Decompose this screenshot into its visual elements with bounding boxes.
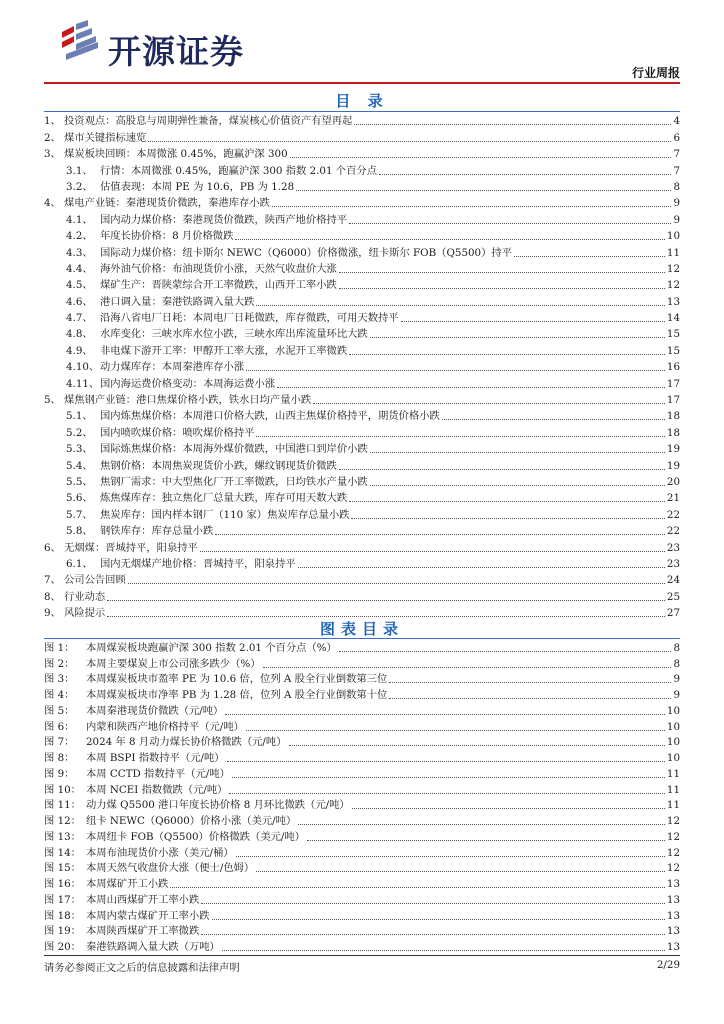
figure-entry-page: 12 xyxy=(666,815,680,827)
figure-entry-number: 图 8： xyxy=(44,752,75,764)
figure-entry-page: 13 xyxy=(666,909,680,922)
toc-entry-page: 15 xyxy=(666,344,680,357)
toc-entry-page: 9 xyxy=(673,197,680,210)
toc-entry-number: 4.6、 xyxy=(66,295,93,308)
figure-dot-leader xyxy=(246,730,665,731)
header-divider xyxy=(44,82,680,84)
toc-dot-leader xyxy=(313,403,665,404)
footer-disclaimer: 请务必参阅正文之后的信息披露和法律声明 xyxy=(44,962,240,974)
toc-entry-text: 国内海运费价格变动：本周海运费小涨 xyxy=(100,377,276,390)
toc-entry-page: 10 xyxy=(666,230,680,243)
toc-entry-number: 3.1、 xyxy=(66,164,93,177)
figure-entry-number: 图 14： xyxy=(44,846,81,859)
toc-entry[interactable] xyxy=(44,227,680,243)
toc-entry[interactable] xyxy=(44,341,680,357)
figure-entry[interactable] xyxy=(44,734,680,750)
toc-dot-leader xyxy=(298,567,665,568)
toc-entry-page: 15 xyxy=(666,328,680,341)
toc-entry-number: 4.9、 xyxy=(66,344,93,357)
toc-entry[interactable] xyxy=(44,210,680,226)
toc-entry-text: 炼焦煤库存：独立焦化厂总量大跌，库存可用天数大跌 xyxy=(100,492,348,505)
figure-entry[interactable] xyxy=(44,781,680,797)
toc-entry-page: 18 xyxy=(666,410,680,423)
toc-entry-page: 6 xyxy=(673,131,680,144)
toc-entry-text: 估值表现：本周 PE 为 10.6，PB 为 1.28 xyxy=(100,180,295,193)
figure-entry-text: 本周 BSPI 指数持平（元/吨） xyxy=(86,752,225,764)
figure-entry-text: 秦港铁路调入量大跌（万吨） xyxy=(86,941,220,953)
toc-entry-text: 港口调入量：秦港铁路调入量大跌 xyxy=(100,295,255,308)
toc-entry[interactable] xyxy=(44,456,680,472)
toc-entry-page: 23 xyxy=(666,557,680,570)
toc-entry[interactable] xyxy=(44,309,680,325)
figure-entry[interactable] xyxy=(44,938,680,954)
toc-entry-text: 煤市关键指标速览 xyxy=(64,131,147,144)
toc-entry-number: 6、 xyxy=(44,541,61,554)
figure-entry[interactable] xyxy=(44,812,680,828)
figure-dot-leader xyxy=(289,745,665,746)
toc-entry-page: 27 xyxy=(666,607,680,620)
figure-entry-text: 本周布油现货价小涨（美元/桶） xyxy=(86,846,234,859)
toc-entry-text: 国内喷吹煤价格：喷吹煤价格持平 xyxy=(100,426,255,439)
figure-entry-number: 图 3： xyxy=(44,673,75,686)
toc-entry[interactable] xyxy=(44,374,680,390)
toc-dot-leader xyxy=(370,337,665,338)
toc-dot-leader xyxy=(370,452,665,453)
toc-entry-number: 5.7、 xyxy=(66,508,93,521)
figure-entry-number: 图 9： xyxy=(44,767,75,780)
figure-dot-leader xyxy=(236,856,665,857)
toc-entry-page: 24 xyxy=(666,574,680,587)
figure-entry-text: 本周陕西煤矿开工率微跌 xyxy=(86,925,200,938)
toc-dot-leader xyxy=(272,206,672,207)
toc-entry-text: 煤矿生产：晋陕蒙综合开工率微跌，山西开工率小跌 xyxy=(100,279,337,292)
toc-entry-text: 动力煤库存：本周秦港库存小涨 xyxy=(100,361,245,374)
toc-entry[interactable] xyxy=(44,292,680,308)
toc-entry-number: 4.3、 xyxy=(66,246,93,259)
toc-entry[interactable] xyxy=(44,571,680,587)
toc-dot-leader xyxy=(339,288,665,289)
toc-dot-leader xyxy=(290,157,672,158)
toc-entry-text: 国内动力煤价格：秦港现货价微跌，陕西产地价格持平 xyxy=(100,213,348,226)
footer-divider xyxy=(44,955,680,956)
toc-entry-number: 6.1、 xyxy=(66,557,93,570)
toc-entry-page: 4 xyxy=(673,115,680,128)
toc-entry-page: 19 xyxy=(666,459,680,472)
page-number: 2/29 xyxy=(656,959,680,971)
toc-entry[interactable] xyxy=(44,538,680,554)
toc-entry[interactable] xyxy=(44,260,680,276)
figure-entry[interactable] xyxy=(44,923,680,939)
toc-entry-number: 5.5、 xyxy=(66,475,93,488)
figure-entry-text: 本周纽卡 FOB（Q5500）价格微跌（美元/吨） xyxy=(86,830,305,843)
toc-entry[interactable] xyxy=(44,358,680,374)
toc-entry-page: 12 xyxy=(666,279,680,292)
toc-entry-text: 煤电产业链：秦港现货价微跌，秦港库存小跌 xyxy=(64,197,270,210)
figure-entry-page: 8 xyxy=(673,657,680,670)
figure-entry-page: 11 xyxy=(666,799,680,812)
toc-dot-leader xyxy=(107,616,665,617)
figure-dot-leader xyxy=(256,871,665,872)
figure-dot-leader xyxy=(352,808,665,809)
figure-entry-number: 图 18： xyxy=(44,909,81,922)
toc-entry-text: 投资观点：高股息与周期弹性兼备，煤炭核心价值资产有望再起 xyxy=(64,115,353,128)
toc-entry-text: 行业动态 xyxy=(64,590,106,603)
toc-entry[interactable] xyxy=(44,473,680,489)
figure-dot-leader xyxy=(263,667,672,668)
toc-entry[interactable] xyxy=(44,587,680,603)
toc-entry[interactable] xyxy=(44,178,680,194)
toc-entry-number: 4.8、 xyxy=(66,328,93,341)
toc-entry-page: 22 xyxy=(666,508,680,521)
figure-entry-number: 图 6： xyxy=(44,720,75,733)
figure-entry-text: 本周煤矿开工小跌 xyxy=(86,878,169,890)
figure-entry-page: 10 xyxy=(666,720,680,733)
report-type-label: 行业周报 xyxy=(631,66,680,80)
toc-entry-number: 4.1、 xyxy=(66,213,93,226)
toc-entry-number: 5.6、 xyxy=(66,492,93,505)
toc-entry-text: 风险提示 xyxy=(64,607,106,620)
toc-entry-page: 23 xyxy=(666,541,680,554)
figure-entry[interactable] xyxy=(44,891,680,907)
logo-text: 开源证券 xyxy=(108,32,244,71)
figure-dot-leader xyxy=(339,651,672,652)
company-logo xyxy=(58,20,298,70)
toc-entry-page: 12 xyxy=(666,262,680,275)
figure-entry-page: 11 xyxy=(666,767,680,780)
figure-entry-page: 9 xyxy=(673,673,680,686)
toc-dot-leader xyxy=(351,518,664,519)
toc-dot-leader xyxy=(277,387,665,388)
toc-entry[interactable] xyxy=(44,161,680,177)
toc-entry-number: 5.3、 xyxy=(66,443,93,456)
toc-entry-text: 煤炭板块回顾：本周微涨 0.45%，跑赢沪深 300 xyxy=(64,148,288,161)
figure-dot-leader xyxy=(222,950,665,951)
toc-dot-leader xyxy=(349,501,665,502)
toc-entry-number: 4.5、 xyxy=(66,279,93,292)
page-header xyxy=(0,0,724,86)
toc-dot-leader xyxy=(339,469,665,470)
toc-entry-text: 国际动力煤价格：纽卡斯尔 NEWC（Q6000）价格微涨，纽卡斯尔 FOB（Q5500）持平 xyxy=(100,246,512,259)
figure-dot-leader xyxy=(389,682,671,683)
figure-dot-leader xyxy=(232,777,665,778)
toc-entry-page: 20 xyxy=(666,475,680,488)
figure-dot-leader xyxy=(389,698,671,699)
toc-entry[interactable] xyxy=(44,489,680,505)
figure-entry-page: 13 xyxy=(666,878,680,890)
figure-entry-text: 本周主要煤炭上市公司涨多跌少（%） xyxy=(86,657,261,670)
toc-entry-text: 非电煤下游开工率：甲醇开工率大涨，水泥开工率微跌 xyxy=(100,344,348,357)
toc-entry[interactable] xyxy=(44,112,680,128)
toc-entry-text: 焦钢厂需求：中大型焦化厂开工率微跌，日均铁水产量小跌 xyxy=(100,475,368,488)
figure-entry-page: 13 xyxy=(666,925,680,938)
figure-entry-text: 本周内蒙古煤矿开工率小跌 xyxy=(86,909,210,922)
figure-entry-text: 本周煤炭板块市盈率 PE 为 10.6 倍，位列 A 股全行业倒数第三位 xyxy=(86,673,388,686)
toc-entry-page: 9 xyxy=(673,213,680,226)
toc-entry-page: 21 xyxy=(666,492,680,505)
figure-dot-leader xyxy=(307,840,665,841)
toc-entry-page: 7 xyxy=(673,164,680,177)
figure-entry-text: 动力煤 Q5500 港口年度长协价格 8 月环比微跌（元/吨） xyxy=(86,799,350,812)
figure-entry[interactable] xyxy=(44,828,680,844)
toc-dot-leader xyxy=(215,534,665,535)
toc-entry-page: 22 xyxy=(666,525,680,538)
toc-dot-leader xyxy=(442,419,665,420)
toc-entry-page: 16 xyxy=(666,361,680,374)
toc-dot-leader xyxy=(379,174,671,175)
toc-entry-number: 5.8、 xyxy=(66,525,93,538)
figure-entry-text: 本周天然气收盘价大涨（便士/色姆） xyxy=(86,862,255,875)
toc-entry-page: 11 xyxy=(666,246,680,259)
figure-entry[interactable] xyxy=(44,797,680,813)
figure-entry-number: 图 2： xyxy=(44,657,75,670)
toc-entry-number: 4.2、 xyxy=(66,230,93,243)
toc-dot-leader xyxy=(514,256,665,257)
toc-entry-number: 9、 xyxy=(44,607,61,620)
figure-entry-number: 图 11： xyxy=(44,799,81,812)
figure-entry-text: 纽卡 NEWC（Q6000）价格小涨（美元/吨） xyxy=(86,815,297,827)
toc-dot-leader xyxy=(370,485,665,486)
toc-entry-number: 8、 xyxy=(44,590,61,603)
toc-entry-text: 无烟煤：晋城持平，阳泉持平 xyxy=(64,541,198,554)
figure-dot-leader xyxy=(225,714,665,715)
toc-dot-leader xyxy=(107,600,665,601)
figure-dot-leader xyxy=(229,793,664,794)
figure-entry-text: 内蒙和陕西产地价格持平（元/吨） xyxy=(86,720,244,733)
toc-entry-page: 25 xyxy=(666,590,680,603)
toc-entry-text: 钢铁库存：库存总量小跌 xyxy=(100,525,214,538)
toc-dot-leader xyxy=(354,124,671,125)
toc-dot-leader xyxy=(200,551,665,552)
figure-entry[interactable] xyxy=(44,765,680,781)
figures-title: 图表目录 xyxy=(319,620,404,638)
figure-entry-number: 图 16： xyxy=(44,878,81,890)
figure-dot-leader xyxy=(201,903,665,904)
figures-list xyxy=(44,639,680,954)
figure-entry-page: 13 xyxy=(666,893,680,906)
figure-entry-text: 本周煤炭板块跑赢沪深 300 指数 2.01 个百分点（%） xyxy=(86,641,337,654)
figure-entry-page: 11 xyxy=(666,783,680,796)
figure-entry-text: 本周煤炭板块市净率 PB 为 1.28 倍，位列 A 股全行业倒数第十位 xyxy=(86,689,388,701)
toc-entry-text: 国内无烟煤产地价格：晋城持平，阳泉持平 xyxy=(100,557,296,570)
figure-entry-number: 图 4： xyxy=(44,689,75,701)
toc-dot-leader xyxy=(401,321,665,322)
figure-entry-number: 图 17： xyxy=(44,893,81,906)
toc-entry-number: 5.1、 xyxy=(66,410,93,423)
toc-entry[interactable] xyxy=(44,505,680,521)
toc-entry-text: 焦炭库存：国内样本钢厂（110 家）焦炭库存总量小跌 xyxy=(100,508,350,521)
figure-entry[interactable] xyxy=(44,686,680,702)
figure-dot-leader xyxy=(201,934,665,935)
toc-entry-number: 4.7、 xyxy=(66,312,93,325)
toc-entry-number: 1、 xyxy=(44,115,61,128)
toc-entry-text: 焦钢价格：本周焦炭现货价小跌，螺纹钢现货价微跌 xyxy=(100,459,337,472)
figure-entry-text: 2024 年 8 月动力煤长协价格微跌（元/吨） xyxy=(86,736,287,749)
figure-entry-text: 本周秦港现货价微跌（元/吨） xyxy=(86,704,224,717)
figure-entry-page: 8 xyxy=(673,641,680,654)
toc-dot-leader xyxy=(349,354,665,355)
toc-entry-number: 4.11、 xyxy=(66,377,100,390)
toc-entry[interactable] xyxy=(44,325,680,341)
toc-dot-leader xyxy=(148,141,671,142)
toc-entry-number: 5.2、 xyxy=(66,426,93,439)
toc-entry-page: 17 xyxy=(666,377,680,390)
toc-entry-text: 水库变化：三峡水库水位小跌，三峡水库出库流量环比大跌 xyxy=(100,328,368,341)
toc-dot-leader xyxy=(296,190,671,191)
figure-entry-text: 本周 CCTD 指数持平（元/吨） xyxy=(86,767,230,780)
toc-entry-page: 18 xyxy=(666,426,680,439)
toc-entry-number: 4.4、 xyxy=(66,262,93,275)
figure-entry[interactable] xyxy=(44,639,680,655)
toc-dot-leader xyxy=(246,370,665,371)
toc-entry-number: 5.4、 xyxy=(66,459,93,472)
toc-entry-text: 国际炼焦煤价格：本周海外煤价微跌，中国港口到岸价小跌 xyxy=(100,443,368,456)
toc-entry[interactable] xyxy=(44,243,680,259)
toc-entry[interactable] xyxy=(44,440,680,456)
figure-entry[interactable] xyxy=(44,702,680,718)
toc-entry-text: 年度长协价格：8 月价格微跌 xyxy=(100,230,234,243)
figure-entry-page: 12 xyxy=(666,862,680,875)
toc-dot-leader xyxy=(235,239,665,240)
figure-dot-leader xyxy=(170,887,665,888)
figure-entry-number: 图 7： xyxy=(44,736,75,749)
figure-entry-number: 图 1： xyxy=(44,641,75,654)
toc-dot-leader xyxy=(349,223,671,224)
figure-entry-number: 图 13： xyxy=(44,830,81,843)
logo-mark-icon xyxy=(58,20,102,68)
figure-entry-page: 10 xyxy=(666,752,680,764)
figure-entry[interactable] xyxy=(44,844,680,860)
figure-dot-leader xyxy=(212,919,665,920)
toc-entry-page: 17 xyxy=(666,394,680,407)
figure-entry-number: 图 20： xyxy=(44,941,81,953)
toc-entry-number: 4、 xyxy=(44,197,61,210)
figure-entry[interactable] xyxy=(44,860,680,876)
figure-entry-number: 图 15： xyxy=(44,862,81,875)
toc-entry-number: 3.2、 xyxy=(66,180,93,193)
figure-entry[interactable] xyxy=(44,875,680,891)
toc-entry-page: 8 xyxy=(673,180,680,193)
toc-entry-page: 7 xyxy=(673,148,680,161)
toc-entry-text: 公司公告回顾 xyxy=(64,574,126,587)
figure-entry-page: 9 xyxy=(673,689,680,701)
figure-entry[interactable] xyxy=(44,718,680,734)
toc-title: 目 录 xyxy=(335,92,389,110)
figure-entry[interactable] xyxy=(44,655,680,671)
figure-entry-page: 10 xyxy=(666,736,680,749)
toc-dot-leader xyxy=(256,436,664,437)
toc-entry[interactable] xyxy=(44,276,680,292)
figure-dot-leader xyxy=(227,761,665,762)
figure-entry-number: 图 12： xyxy=(44,815,81,827)
toc-entry[interactable] xyxy=(44,423,680,439)
toc-entry[interactable] xyxy=(44,391,680,407)
toc-entry-text: 海外油气价格：布油现货价小涨，天然气收盘价大涨 xyxy=(100,262,337,275)
toc-entry[interactable] xyxy=(44,145,680,161)
toc-list xyxy=(44,112,680,620)
toc-entry-number: 4.10、 xyxy=(66,361,100,374)
figure-entry-number: 图 5： xyxy=(44,704,75,717)
figure-entry[interactable] xyxy=(44,907,680,923)
toc-entry[interactable] xyxy=(44,407,680,423)
toc-entry[interactable] xyxy=(44,128,680,144)
toc-dot-leader xyxy=(339,272,665,273)
figure-entry-number: 图 19： xyxy=(44,925,81,938)
toc-entry-number: 7、 xyxy=(44,574,61,587)
figure-entry-page: 10 xyxy=(666,704,680,717)
figure-dot-leader xyxy=(298,824,665,825)
toc-entry-text: 沿海八省电厂日耗：本周电厂日耗微跌，库存微跌，可用天数持平 xyxy=(100,312,399,325)
toc-entry-page: 19 xyxy=(666,443,680,456)
toc-entry-page: 13 xyxy=(666,295,680,308)
figure-entry[interactable] xyxy=(44,671,680,687)
toc-entry-page: 14 xyxy=(666,312,680,325)
figure-entry-number: 图 10： xyxy=(44,783,81,796)
figure-entry-text: 本周 NCEI 指数微跌（元/吨） xyxy=(86,783,228,796)
toc-entry-number: 2、 xyxy=(44,131,61,144)
figure-entry-text: 本周山西煤矿开工率小跌 xyxy=(86,893,200,906)
toc-entry-text: 煤焦钢产业链：港口焦煤价格小跌，铁水日均产量小跌 xyxy=(64,394,312,407)
toc-entry[interactable] xyxy=(44,522,680,538)
figure-entry-page: 12 xyxy=(666,846,680,859)
toc-dot-leader xyxy=(256,305,664,306)
figure-entry-page: 12 xyxy=(666,830,680,843)
toc-entry-number: 5、 xyxy=(44,394,61,407)
figure-entry[interactable] xyxy=(44,749,680,765)
figure-entry-page: 13 xyxy=(666,941,680,953)
toc-dot-leader xyxy=(128,583,665,584)
toc-entry-text: 国内炼焦煤价格：本周港口价格大跌，山西主焦煤价格持平，期货价格小跌 xyxy=(100,410,440,423)
toc-entry-number: 3、 xyxy=(44,148,61,161)
toc-entry[interactable] xyxy=(44,194,680,210)
toc-entry-text: 行情：本周微涨 0.45%，跑赢沪深 300 指数 2.01 个百分点 xyxy=(100,164,377,177)
toc-entry[interactable] xyxy=(44,555,680,571)
